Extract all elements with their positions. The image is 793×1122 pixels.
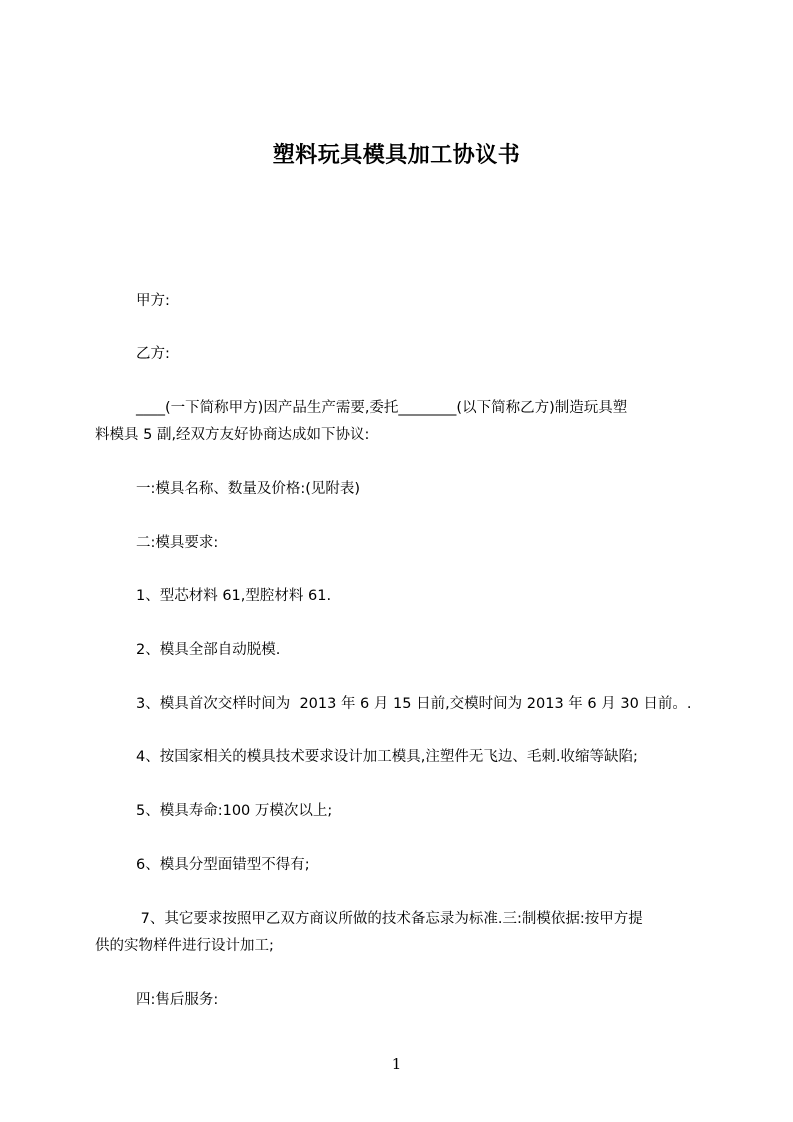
requirement-item-7-line-2: 供的实物样件进行设计加工; [95,938,274,954]
intro-paragraph-line-1: ____(一下简称甲方)因产品生产需要,委托________(以下简称乙方)制造玩具塑 [136,400,628,416]
requirement-item-6: 6、模具分型面错型不得有; [136,857,310,873]
section-2-heading: 二:模具要求: [136,535,219,551]
requirement-item-7-line-1: 7、其它要求按照甲乙双方商议所做的技术备忘录为标准.三:制模依据:按甲方提 [136,911,643,927]
section-4-heading: 四:售后服务: [136,992,219,1008]
requirement-item-4: 4、按国家相关的模具技术要求设计加工模具,注塑件无飞边、毛刺.收缩等缺陷; [136,749,638,765]
section-1-heading: 一:模具名称、数量及价格:(见附表) [136,481,361,497]
party-a-line: 甲方: [136,293,170,309]
requirement-item-3: 3、模具首次交样时间为 2013 年 6 月 15 日前,交模时间为 2013 年 6 月 30 日前。. [136,696,692,712]
requirement-item-1: 1、型芯材料 61,型腔材料 61. [136,588,332,604]
party-b-line: 乙方: [136,346,170,362]
page-number: 1 [391,1055,402,1073]
requirement-item-5: 5、模具寿命:100 万模次以上; [136,803,333,819]
document-title: 塑料玩具模具加工协议书 [272,143,521,168]
requirement-item-2: 2、模具全部自动脱模. [136,642,281,658]
intro-paragraph-line-2: 料模具 5 副,经双方友好协商达成如下协议: [95,427,370,443]
